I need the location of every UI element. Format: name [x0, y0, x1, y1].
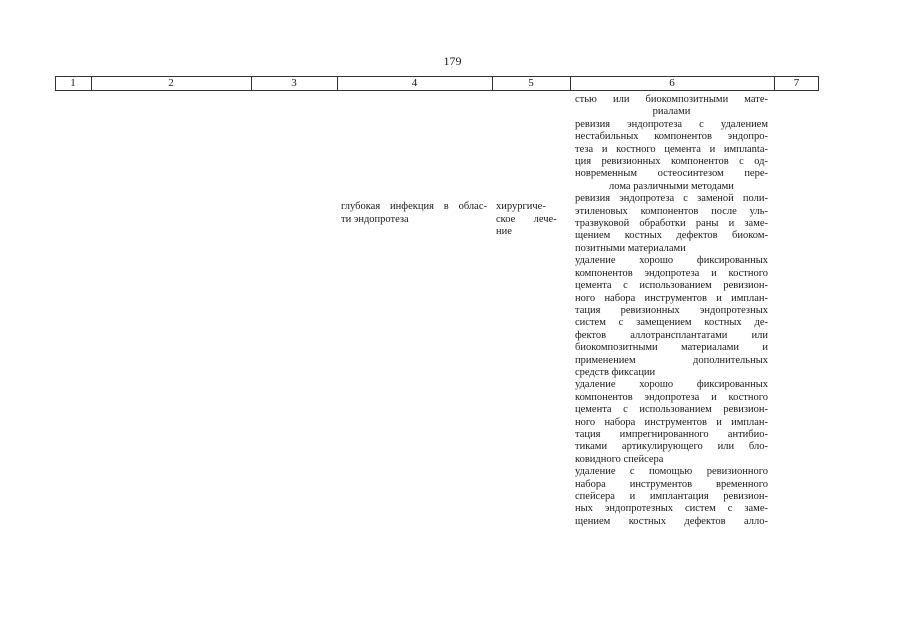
method-line: цемента с использованием ревизион-: [575, 404, 768, 416]
method-line: удаление с помощью ревизионного: [575, 466, 768, 478]
method-line: тразвуковой обработки раны и заме-: [575, 218, 768, 230]
method-line: ного набора инструментов и имплан-: [575, 416, 768, 428]
method-line: позитными материалами: [575, 242, 686, 254]
method-line: щением костных дефектов биоком-: [575, 230, 768, 242]
method-line: удаление хорошо фиксированных: [575, 255, 768, 267]
method-line: ревизия эндопротеза с удалением: [575, 118, 768, 130]
method-line: ция ревизионных компонентов с од-: [575, 156, 768, 168]
method-line: систем с замещением костных де-: [575, 317, 768, 329]
method-line: тация ревизионных эндопротезных: [575, 304, 768, 316]
header-col-6: 6: [669, 77, 675, 89]
diagnosis-line: глубокая инфекция в облас-: [341, 201, 487, 212]
method-line: теза и костного цемента и имплanta-: [575, 143, 768, 155]
table-header-row: [55, 76, 819, 91]
header-col-2: 2: [168, 77, 174, 89]
method-line: ных эндопротезных систем с заме-: [575, 503, 768, 515]
page-number: 179: [443, 54, 462, 68]
header-col-4: 4: [411, 77, 418, 89]
method-line: применением дополнительных: [575, 354, 768, 366]
method-line: набора инструментов временного: [575, 478, 768, 490]
method-line: риалами: [652, 106, 691, 118]
treatment-type-line: ское лече-: [496, 213, 557, 225]
method-line: этиленовых компонентов после уль-: [575, 205, 768, 217]
method-line: щением костных дефектов алло-: [575, 515, 768, 527]
method-line: новременным остеосинтезом пере-: [575, 168, 768, 180]
method-line: ревизия эндопротеза с заменой поли-: [575, 193, 768, 205]
method-line: удаление хорошо фиксированных: [575, 379, 768, 391]
header-col-1: 1: [70, 77, 76, 89]
method-line: компонентов эндопротеза и костного: [575, 267, 768, 279]
method-line: тация импрегнированного антибио-: [575, 428, 768, 440]
method-line: цемента с использованием ревизион-: [575, 280, 768, 292]
header-col-5: 5: [528, 77, 534, 89]
method-line: тиками артикулирующего или бло-: [575, 441, 768, 453]
treatment-method-cell: [575, 94, 768, 528]
method-line: фектов аллотрансплантатами или: [575, 329, 768, 341]
header-col-3: 3: [291, 77, 297, 89]
treatment-type-line: хирургиче-: [496, 201, 546, 212]
method-line: средств фиксации: [575, 366, 656, 378]
diagnosis-line: ти эндопротеза: [341, 213, 409, 225]
method-line: биокомпозитными материалами и: [575, 342, 768, 354]
method-line: спейсера и имплантация ревизион-: [575, 491, 768, 502]
header-col-7: 7: [793, 77, 800, 89]
method-line: лома различными методами: [609, 180, 734, 192]
method-line: стью или биокомпозитными мате-: [575, 94, 768, 105]
treatment-type-line: ние: [496, 226, 512, 238]
diagnosis-cell: [341, 201, 487, 226]
method-line: компонентов эндопротеза и костного: [575, 391, 768, 403]
method-line: ковидного спейсера: [575, 453, 664, 465]
treatment-type-cell: [496, 201, 564, 239]
method-line: ного набора инструментов и имплан-: [575, 292, 768, 304]
method-line: нестабильных компонентов эндопро-: [575, 131, 768, 143]
